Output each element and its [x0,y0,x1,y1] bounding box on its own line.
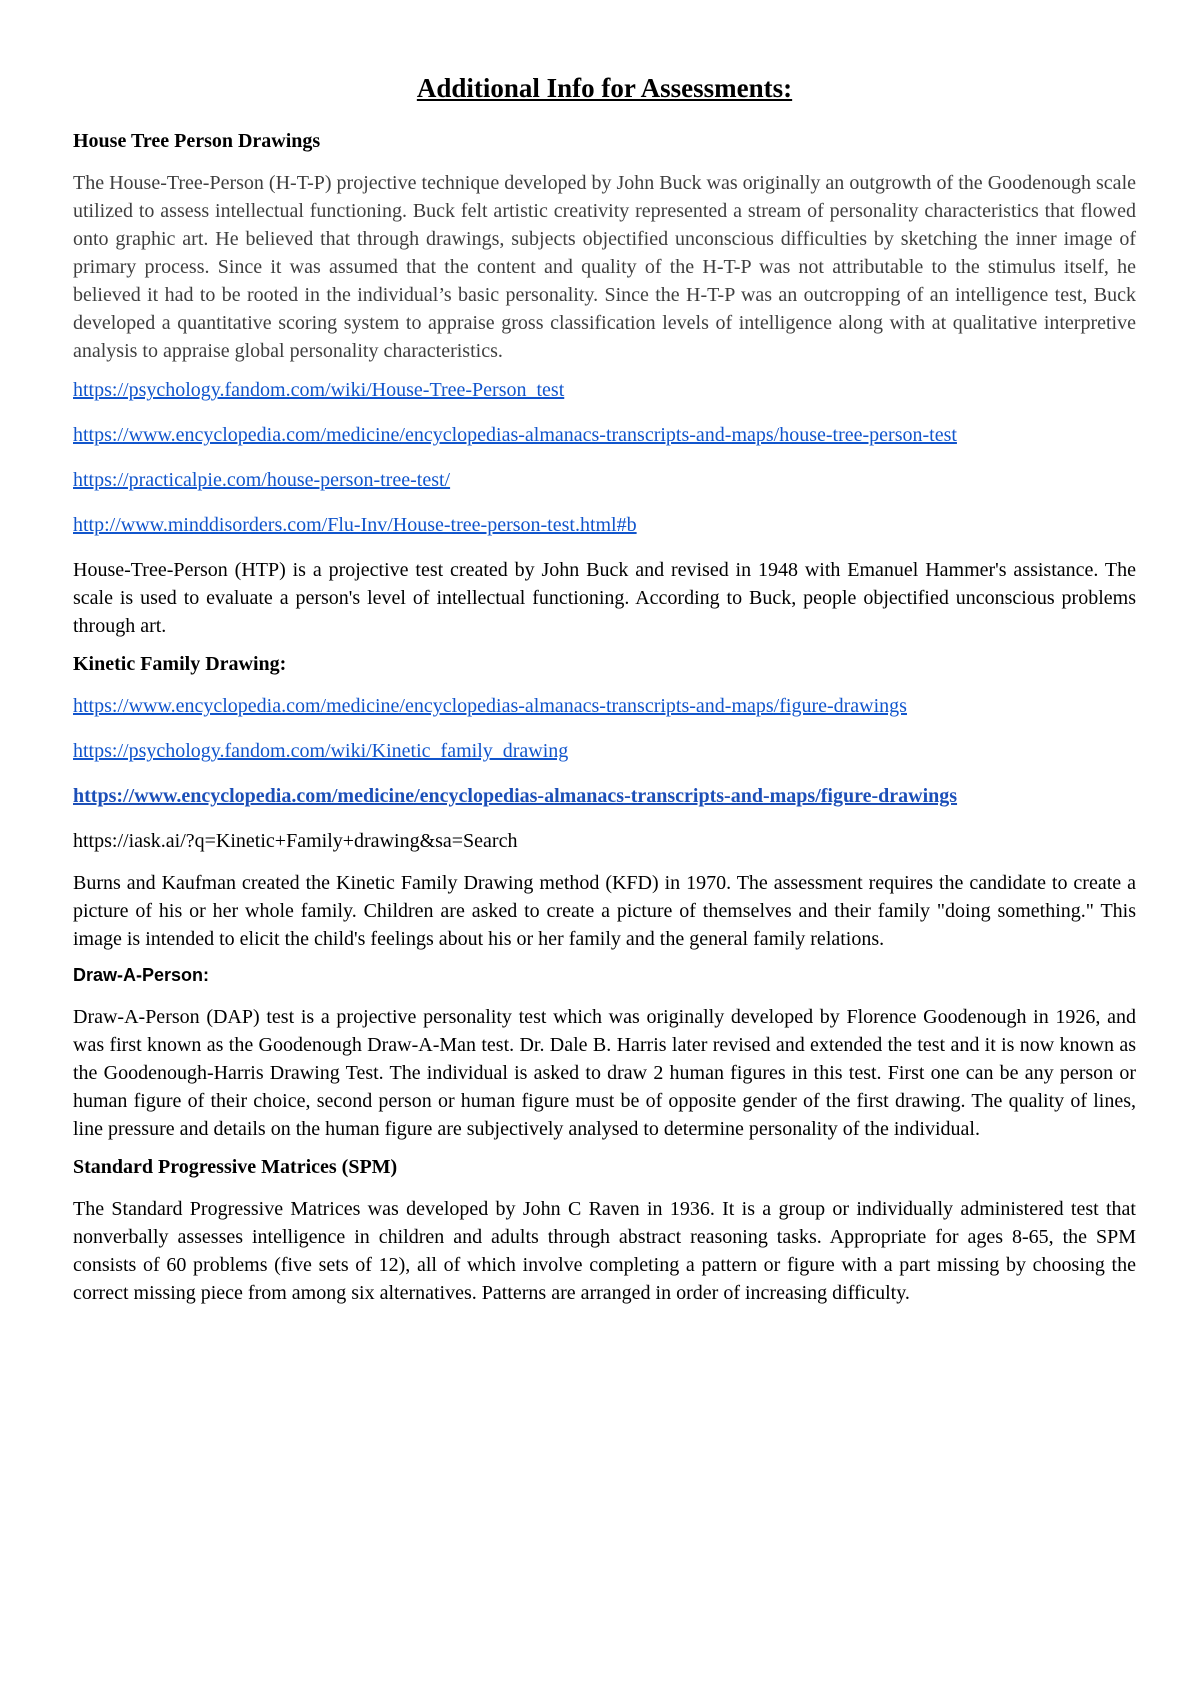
kfd-link-line [73,782,1136,810]
kfd-iask-url: https://iask.ai/?q=Kinetic+Family+drawing&sa=Search [73,830,518,853]
section-heading-spm: Standard Progressive Matrices (SPM) [73,1155,398,1178]
document-page [73,72,1136,1318]
section-standard-progressive-matrices [73,1154,1136,1307]
htp-link-line [73,376,1136,404]
htp-paragraph: The House-Tree-Person (H-T-P) projective technique developed by John Buck was originally an outgrowth of the Goodenough scale utilized to assess intellectual functioning. Buck felt artistic creativity represented a stream of personality characteristics that flowed onto graphic art. He believed that through drawings, subjects objectified unconscious difficulties by sketching the inner image of primary process. Since it was assumed that the content and quality of the H-T-P was not attributable to the stimulus itself, he believed it had to be rooted in the individual’s basic personality. Since the H-T-P was an outcropping of an intelligence test, Buck developed a quantitative scoring system to appraise gross classification levels of intelligence along with at qualitative interpretive analysis to appraise global personality characteristics. [73,172,1136,363]
kfd-link-encyclopedia[interactable]: https://www.encyclopedia.com/medicine/encyclopedias-almanacs-transcripts-and-maps/figure-drawings [73,695,907,718]
section-heading-htp: House Tree Person Drawings [73,130,321,153]
htp-link-line [73,466,1136,494]
kfd-link-line [73,737,1136,765]
section-draw-a-person [73,964,1136,1142]
htp-link-line [73,421,1136,449]
section-kinetic-family-drawing [73,651,1136,953]
kfd-paragraph: Burns and Kaufman created the Kinetic Family Drawing method (KFD) in 1970. The assessment requires the candidate to create a picture of his or her whole family. Children are asked to create a picture of themselves and their family "doing something." This image is intended to elicit the child's feelings about his or her family and the general family relations. [73,872,1136,951]
kfd-link-fandom[interactable]: https://psychology.fandom.com/wiki/Kinetic_family_drawing [73,740,569,763]
htp-link-encyclopedia[interactable]: https://www.encyclopedia.com/medicine/encyclopedias-almanacs-transcripts-and-maps/house-tree-person-test [73,424,957,447]
htp-link-practicalpie[interactable]: https://practicalpie.com/house-person-tree-test/ [73,469,451,492]
htp-link-minddisorders[interactable]: http://www.minddisorders.com/Flu-Inv/House-tree-person-test.html#b [73,514,637,537]
htp-summary: House-Tree-Person (HTP) is a projective test created by John Buck and revised in 1948 with Emanuel Hammer's assistance. The scale is used to evaluate a person's level of intellectual functioning. According to Buck, people objectified unconscious problems through art. [73,559,1136,638]
kfd-link-encyclopedia-bold[interactable]: https://www.encyclopedia.com/medicine/encyclopedias-almanacs-transcripts-and-maps/figure-drawings [73,785,958,808]
section-heading-dap: Draw-A-Person: [73,965,210,986]
dap-paragraph: Draw-A-Person (DAP) test is a projective personality test which was originally developed by Florence Goodenough in 1926, and was first known as the Goodenough Draw-A-Man test. Dr. Dale B. Harris later revised and extended the test and it is now known as the Goodenough-Harris Drawing Test. The individual is asked to draw 2 human figures in this test. First one can be any person or human figure of their choice, second person or human figure must be of opposite gender of the first drawing. The quality of lines, line pressure and details on the human figure are subjectively analysed to determine personality of the individual. [73,1005,1136,1140]
page-title: Additional Info for Assessments: [416,73,793,103]
spm-paragraph: The Standard Progressive Matrices was developed by John C Raven in 1936. It is a group or individually administered test that nonverbally assesses intelligence in children and adults through abstract reasoning tasks. Appropriate for ages 8-65, the SPM consists of 60 problems (five sets of 12), all of which involve completing a pattern or figure with a part missing by choosing the correct missing piece from among six alternatives. Patterns are arranged in order of increasing difficulty. [73,1197,1136,1304]
section-house-tree-person [73,128,1136,640]
section-heading-kfd: Kinetic Family Drawing: [73,653,287,676]
htp-link-line [73,511,1136,539]
kfd-link-line [73,692,1136,720]
htp-link-fandom[interactable]: https://psychology.fandom.com/wiki/House-Tree-Person_test [73,379,565,402]
